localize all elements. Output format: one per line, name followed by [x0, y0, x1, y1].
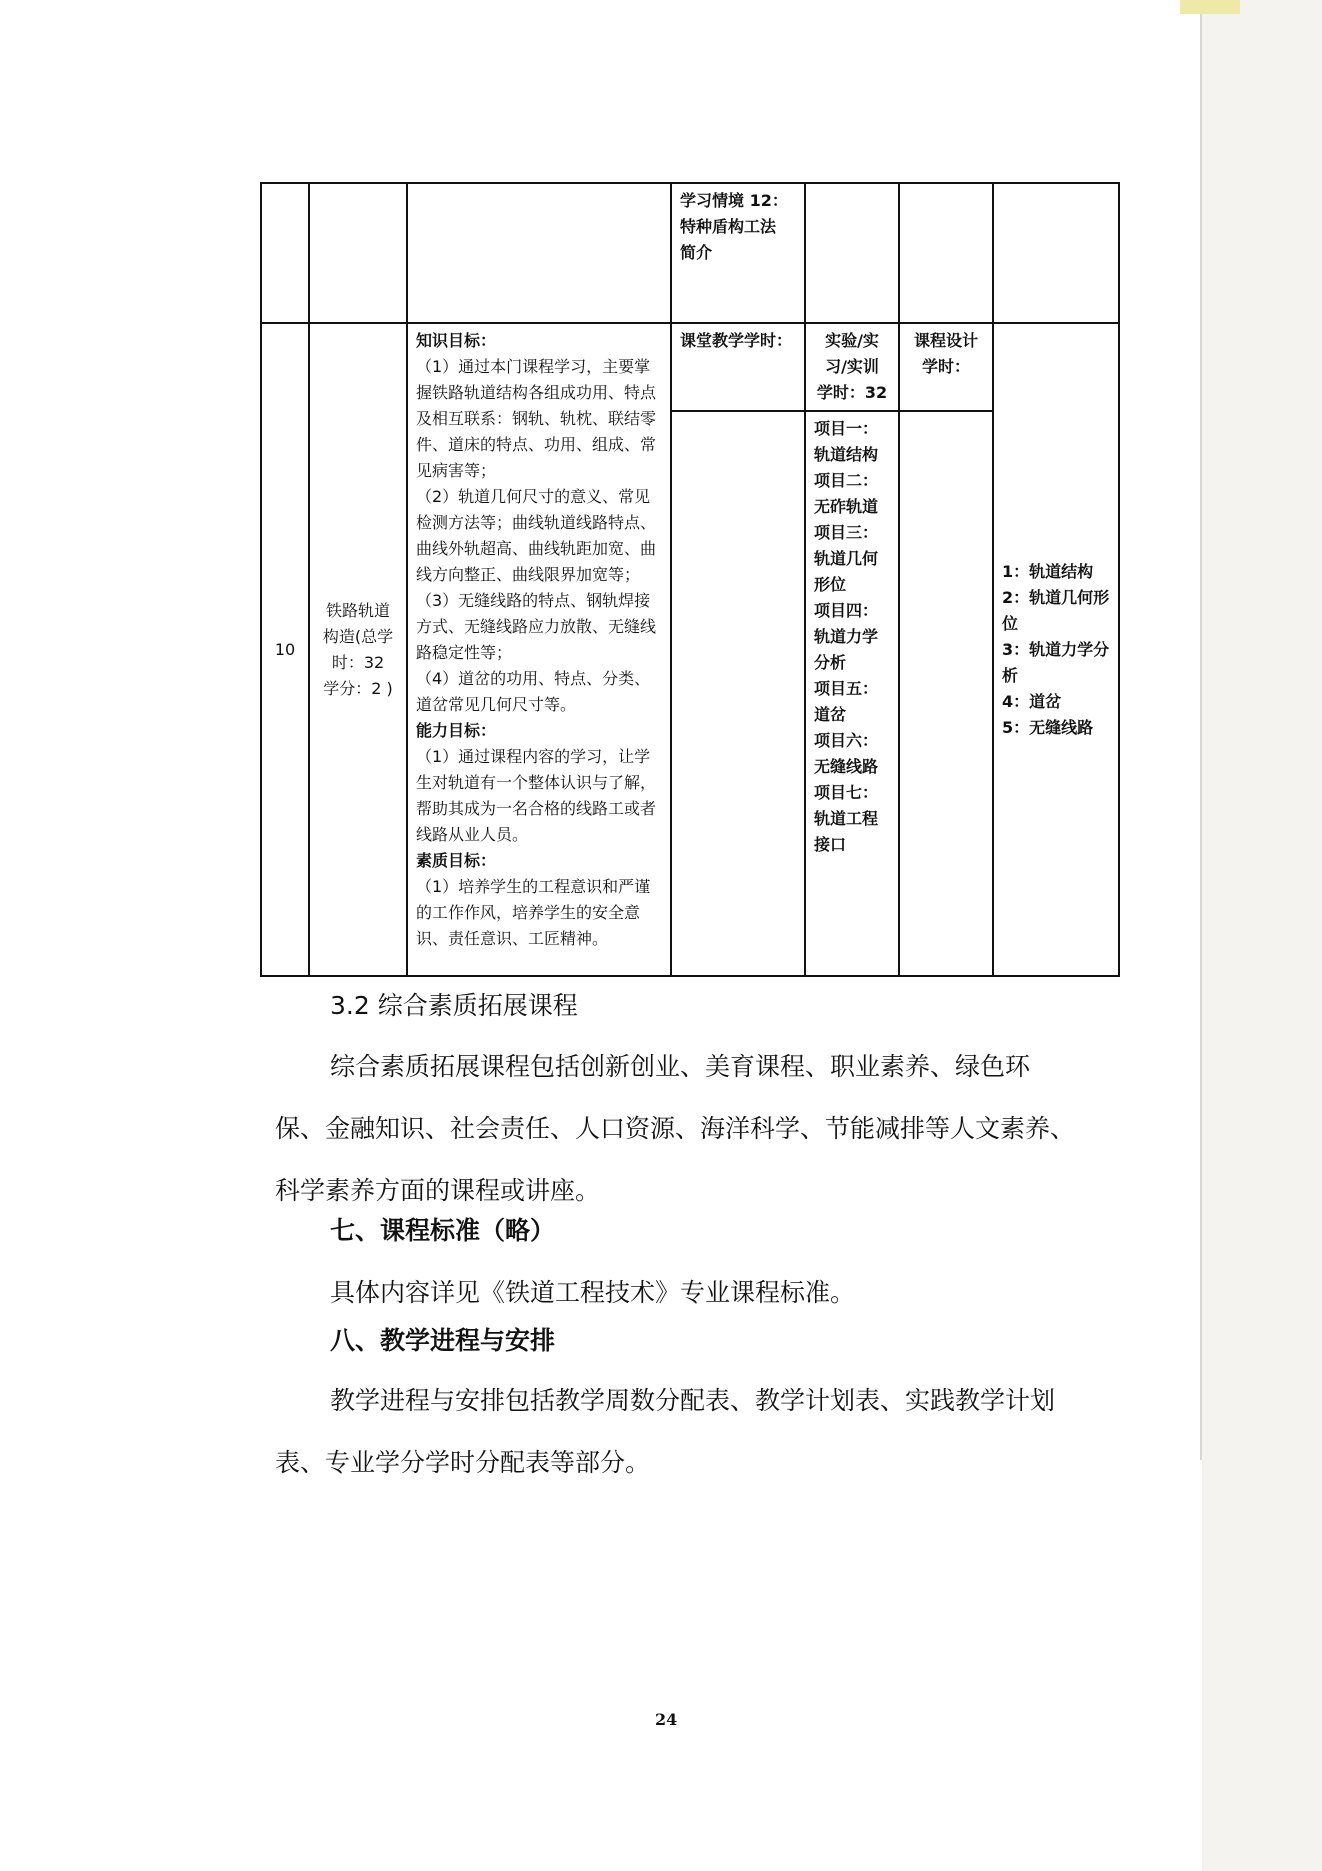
contents-cell: 1：轨道结构 2：轨道几何形 位 3：轨道力学分 析 4：道岔 5：无缝线路	[993, 323, 1119, 976]
table-cell	[261, 183, 309, 323]
section-3-2-text: 综合素质拓展课程包括创新创业、美育课程、职业素养、绿色环保、金融知识、社会责任、人口资源、海洋科学、节能减排等人文素养、科学素养方面的课程或讲座。	[275, 1052, 1076, 1205]
section-7-heading: 七、课程标准（略）	[330, 1216, 556, 1245]
knowledge-goal-item: （2）轨道几何尺寸的意义、常见检测方法等；曲线轨道线路特点、曲线外轨超高、曲线轨距加宽、曲线方向整正、曲线限界加宽等；	[416, 487, 657, 584]
knowledge-goal-item: （1）通过本门课程学习，主要掌握铁路轨道结构各组成功用、特点及相互联系：钢轨、轨枕、联结零件、道床的特点、功用、组成、常见病害等；	[416, 357, 657, 480]
scan-border-line	[1200, 0, 1202, 1460]
section-7-text: 具体内容详见《铁道工程技术》专业课程标准。	[330, 1278, 856, 1307]
classroom-hours-cell: 课堂教学学时：	[671, 323, 805, 411]
row-number-cell: 10	[261, 323, 309, 976]
course-goals-cell	[407, 323, 671, 976]
table-cell	[671, 411, 805, 976]
knowledge-goal-item: （3）无缝线路的特点、钢轨焊接方式、无缝线路应力放散、无缝线路稳定性等；	[416, 591, 657, 662]
section-3-2-title: 3.2 综合素质拓展课程	[330, 991, 578, 1020]
curriculum-table	[260, 182, 1120, 977]
lab-hours-cell: 实验/实 习/实训 学时：32	[805, 323, 899, 411]
table-row	[261, 323, 1119, 411]
page-number: 24	[655, 1710, 678, 1729]
table-cell	[993, 183, 1119, 323]
table-cell	[309, 183, 407, 323]
table-cell	[899, 183, 993, 323]
scan-margin	[1202, 0, 1322, 1871]
design-hours-cell: 课程设计 学时：	[899, 323, 993, 411]
ability-goal-item: （1）通过课程内容的学习，让学生对轨道有一个整体认识与了解，帮助其成为一名合格的线路工或者线路从业人员。	[416, 747, 657, 844]
table-cell	[899, 411, 993, 976]
section-8-text: 教学进程与安排包括教学周数分配表、教学计划表、实践教学计划表、专业学分学时分配表等部分。	[275, 1386, 1056, 1477]
quality-goal-item: （1）培养学生的工程意识和严谨的工作作风，培养学生的安全意识、责任意识、工匠精神。	[416, 877, 651, 948]
scan-corner-mark	[1180, 0, 1240, 14]
knowledge-goal-item: （4）道岔的功用、特点、分类、道岔常见几何尺寸等。	[416, 669, 651, 714]
knowledge-goal-heading: 知识目标：	[416, 331, 497, 350]
table-cell	[805, 183, 899, 323]
section-8-heading: 八、教学进程与安排	[330, 1326, 556, 1355]
projects-cell: 项目一： 轨道结构 项目二： 无砟轨道 项目三： 轨道几何 形位 项目四： 轨道力学 分析 项目五： 道岔 项目六： 无缝线路 项目七： 轨道工程 接口	[805, 411, 899, 976]
table-row	[261, 183, 1119, 323]
ability-goal-heading: 能力目标：	[416, 721, 497, 740]
situation-cell: 学习情境 12： 特种盾构工法 简介	[671, 183, 805, 323]
quality-goal-heading: 素质目标：	[416, 851, 497, 870]
course-name-cell: 铁路轨道 构造(总学 时：32 学分：2 )	[309, 323, 407, 976]
table-cell	[407, 183, 671, 323]
